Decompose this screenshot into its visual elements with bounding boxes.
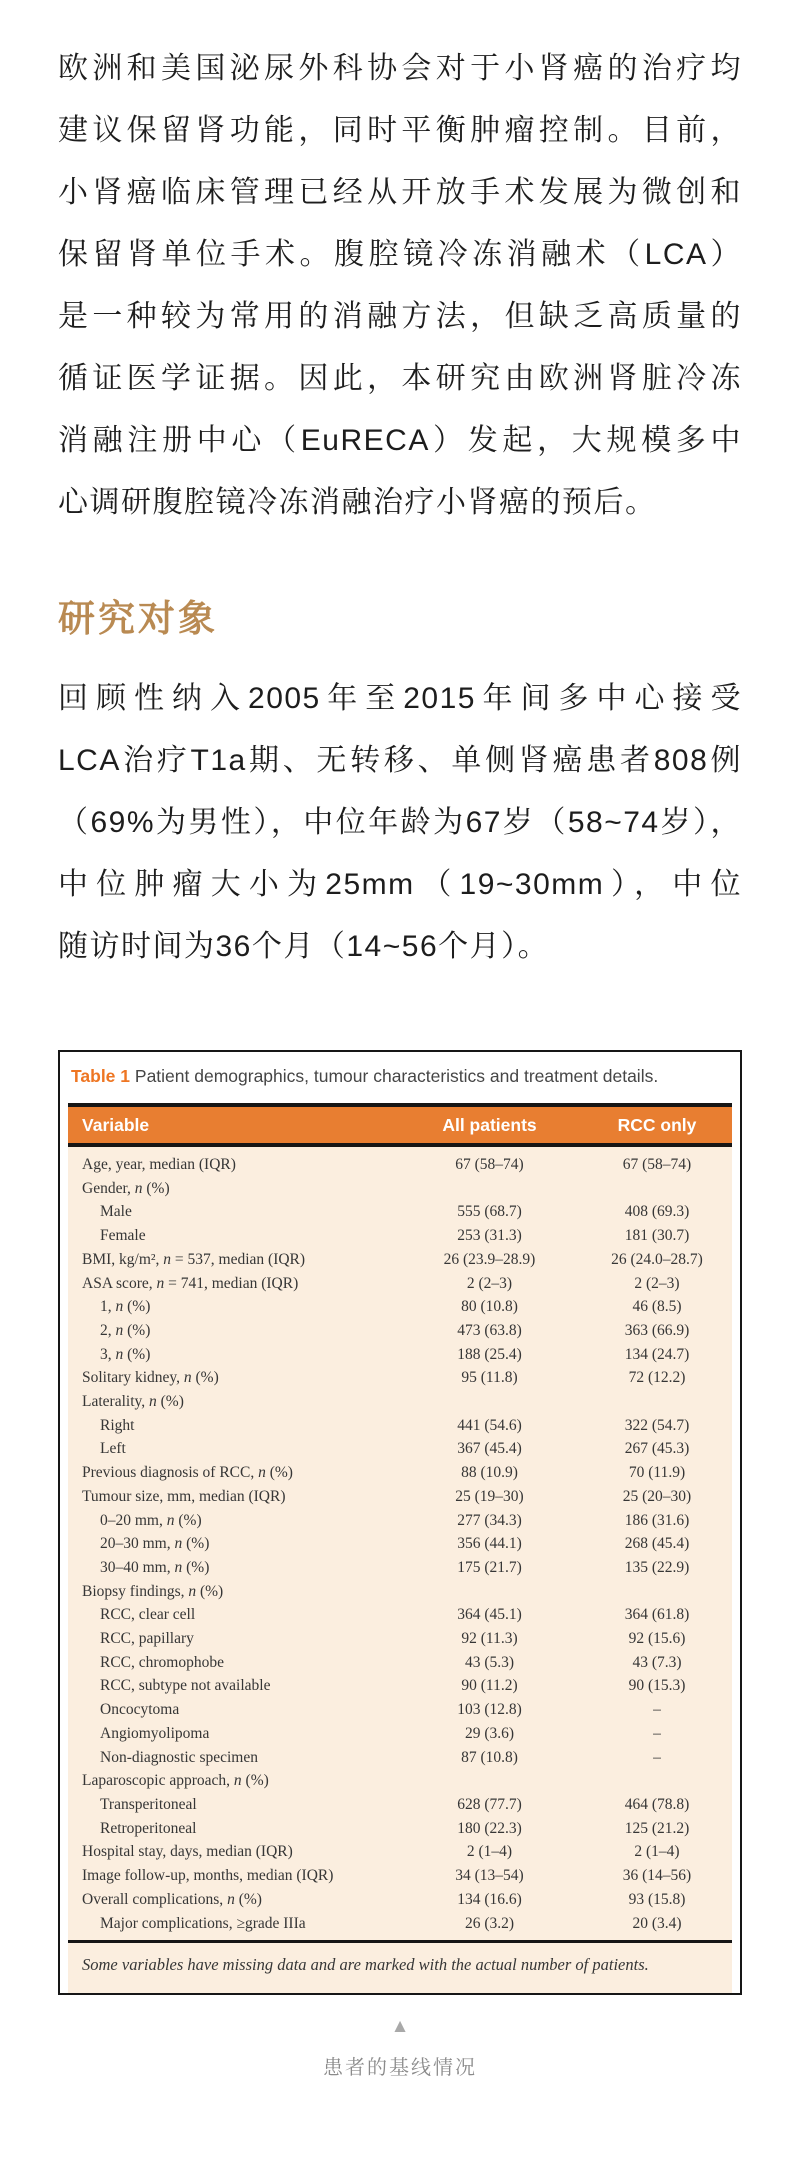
row-rcc-only-value: 20 (3.4) xyxy=(632,1914,682,1932)
row-all-patients-value: 277 (34.3) xyxy=(457,1511,522,1529)
table-row xyxy=(68,1746,732,1770)
text-line: 消融注册中心（EuRECA）发起，大规模多中 xyxy=(58,424,742,457)
row-rcc-only-value: 25 (20–30) xyxy=(622,1487,692,1505)
row-label: Image follow-up, months, median (IQR) xyxy=(82,1867,334,1885)
table-row xyxy=(68,1295,732,1319)
row-all-patients-value xyxy=(397,1390,582,1414)
table-row xyxy=(68,1366,732,1390)
table-caption-text: Patient demographics, tumour characteristics and treatment details. xyxy=(134,1066,659,1086)
row-label: 1, n (%) xyxy=(100,1298,151,1316)
table-row xyxy=(68,1864,732,1888)
table-row xyxy=(68,1769,732,1793)
table-caption-label: Table 1 xyxy=(71,1066,131,1086)
table-row xyxy=(68,1248,732,1272)
row-rcc-only-value: 363 (66.9) xyxy=(624,1321,690,1339)
journal-table xyxy=(68,1103,732,1993)
table-footnote: Some variables have missing data and are marked with the actual number of patients. xyxy=(68,1940,732,1993)
row-all-patients-value: 134 (16.6) xyxy=(457,1890,522,1908)
row-rcc-only-value: 67 (58–74) xyxy=(622,1156,692,1173)
table-row xyxy=(68,1509,732,1533)
table-body xyxy=(68,1147,732,1940)
row-label: Biopsy findings, n (%) xyxy=(82,1582,224,1600)
row-all-patients-value: 87 (10.8) xyxy=(461,1748,518,1766)
row-label: Left xyxy=(100,1440,126,1458)
row-label: 3, n (%) xyxy=(100,1345,151,1363)
row-all-patients-value: 103 (12.8) xyxy=(457,1701,522,1719)
figure-caption: 患者的基线情况 xyxy=(323,2057,477,2080)
row-label: BMI, kg/m², n = 537, median (IQR) xyxy=(82,1250,306,1268)
row-rcc-only-value xyxy=(582,1769,732,1793)
table-row xyxy=(68,1888,732,1912)
text-line: LCA治疗T1a期、无转移、单侧肾癌患者808例 xyxy=(58,744,742,777)
row-rcc-only-value: – xyxy=(653,1701,661,1719)
row-all-patients-value: 473 (63.8) xyxy=(457,1321,522,1339)
table-row xyxy=(68,1722,732,1746)
table-row xyxy=(68,1674,732,1698)
row-label: Laterality, n (%) xyxy=(82,1393,184,1411)
row-all-patients-value: 80 (10.8) xyxy=(461,1298,518,1316)
row-label: Gender, n (%) xyxy=(82,1179,170,1197)
row-label: Age, year, median (IQR) xyxy=(82,1156,236,1173)
text-line: （69%为男性），中位年龄为67岁（58~74岁）， xyxy=(58,806,742,839)
table-row xyxy=(68,1461,732,1485)
row-rcc-only-value: 93 (15.8) xyxy=(628,1890,686,1908)
row-rcc-only-value: 2 (2–3) xyxy=(634,1274,680,1292)
row-all-patients-value: 29 (3.6) xyxy=(464,1724,515,1742)
table-row xyxy=(68,1817,732,1841)
table-row xyxy=(68,1532,732,1556)
row-all-patients-value: 356 (44.1) xyxy=(457,1535,522,1553)
table-row xyxy=(68,1319,732,1343)
table-row xyxy=(68,1840,732,1864)
row-label: RCC, clear cell xyxy=(100,1606,196,1624)
table-row xyxy=(68,1698,732,1722)
row-label: ASA score, n = 741, median (IQR) xyxy=(82,1274,299,1292)
table-row xyxy=(68,1272,732,1296)
text-line: 建议保留肾功能，同时平衡肿瘤控制。目前， xyxy=(58,114,742,147)
row-rcc-only-value: 46 (8.5) xyxy=(632,1298,682,1316)
table-row xyxy=(68,1627,732,1651)
row-all-patients-value: 555 (68.7) xyxy=(457,1203,522,1221)
row-rcc-only-value xyxy=(582,1580,732,1604)
row-label: 20–30 mm, n (%) xyxy=(100,1535,210,1553)
row-rcc-only-value xyxy=(582,1390,732,1414)
row-label: RCC, papillary xyxy=(100,1630,194,1648)
table-row xyxy=(68,1651,732,1675)
text-line: 中位肿瘤大小为25mm（19~30mm），中位 xyxy=(58,868,742,901)
row-label: Hospital stay, days, median (IQR) xyxy=(82,1843,293,1861)
table-row xyxy=(68,1224,732,1248)
table-row xyxy=(68,1343,732,1367)
row-all-patients-value: 628 (77.7) xyxy=(457,1795,522,1813)
row-label: Previous diagnosis of RCC, n (%) xyxy=(82,1464,293,1482)
text-line: 回顾性纳入2005年至2015年间多中心接受 xyxy=(58,682,742,715)
row-label: RCC, chromophobe xyxy=(100,1653,224,1671)
table-row xyxy=(68,1177,732,1201)
methods-paragraph xyxy=(58,668,742,978)
col-header-rcc-only: RCC only xyxy=(617,1114,697,1135)
row-label: 0–20 mm, n (%) xyxy=(100,1511,202,1529)
row-rcc-only-value: 267 (45.3) xyxy=(624,1440,690,1458)
text-line: 循证医学证据。因此，本研究由欧洲肾脏冷冻 xyxy=(58,362,742,395)
row-rcc-only-value: 408 (69.3) xyxy=(624,1203,690,1221)
row-all-patients-value: 90 (11.2) xyxy=(461,1677,518,1695)
row-all-patients-value xyxy=(397,1177,582,1201)
row-all-patients-value: 2 (1–4) xyxy=(466,1843,513,1861)
row-all-patients-value: 441 (54.6) xyxy=(457,1416,522,1434)
row-label: RCC, subtype not available xyxy=(100,1677,271,1695)
row-label: Right xyxy=(100,1416,135,1434)
row-all-patients-value: 25 (19–30) xyxy=(455,1487,524,1505)
table-row xyxy=(68,1556,732,1580)
row-label: Angiomyolipoma xyxy=(100,1724,210,1742)
row-rcc-only-value: 26 (24.0–28.7) xyxy=(611,1250,703,1268)
row-rcc-only-value: 70 (11.9) xyxy=(628,1464,686,1482)
row-label: Male xyxy=(100,1203,132,1221)
row-all-patients-value: 26 (23.9–28.9) xyxy=(443,1250,536,1268)
text-line: 心调研腹腔镜冷冻消融治疗小肾癌的预后。 xyxy=(58,486,657,519)
row-all-patients-value: 95 (11.8) xyxy=(461,1369,518,1387)
row-label: 2, n (%) xyxy=(100,1321,151,1339)
row-rcc-only-value: 322 (54.7) xyxy=(624,1416,690,1434)
table-row xyxy=(68,1793,732,1817)
row-all-patients-value: 188 (25.4) xyxy=(457,1345,522,1363)
row-label: Non-diagnostic specimen xyxy=(100,1748,258,1766)
row-rcc-only-value: – xyxy=(653,1724,661,1742)
table-caption xyxy=(68,1060,732,1097)
row-rcc-only-value: 125 (21.2) xyxy=(624,1819,690,1837)
row-all-patients-value: 180 (22.3) xyxy=(457,1819,522,1837)
text-line: 是一种较为常用的消融方法，但缺乏高质量的 xyxy=(58,300,742,333)
row-label: 30–40 mm, n (%) xyxy=(100,1558,210,1576)
row-rcc-only-value: – xyxy=(653,1748,661,1766)
row-rcc-only-value xyxy=(582,1177,732,1201)
table-row xyxy=(68,1414,732,1438)
row-all-patients-value: 175 (21.7) xyxy=(457,1558,522,1576)
row-all-patients-value: 2 (2–3) xyxy=(466,1274,513,1292)
row-all-patients-value: 253 (31.3) xyxy=(457,1227,522,1245)
row-label: Female xyxy=(100,1227,146,1245)
row-rcc-only-value: 134 (24.7) xyxy=(624,1345,690,1363)
row-rcc-only-value: 464 (78.8) xyxy=(624,1795,690,1813)
row-label: Laparoscopic approach, n (%) xyxy=(82,1772,269,1790)
row-rcc-only-value: 92 (15.6) xyxy=(628,1630,686,1648)
row-rcc-only-value: 364 (61.8) xyxy=(624,1606,690,1624)
table1-figure xyxy=(58,1050,742,1995)
text-line: 保留肾单位手术。腹腔镜冷冻消融术（LCA） xyxy=(58,238,742,271)
row-all-patients-value xyxy=(397,1769,582,1793)
table-row xyxy=(68,1603,732,1627)
row-rcc-only-value: 186 (31.6) xyxy=(624,1511,690,1529)
row-rcc-only-value: 181 (30.7) xyxy=(624,1227,690,1245)
row-label: Major complications, ≥grade IIIa xyxy=(100,1914,306,1932)
row-all-patients-value xyxy=(397,1580,582,1604)
row-rcc-only-value: 268 (45.4) xyxy=(624,1535,690,1553)
row-all-patients-value: 26 (3.2) xyxy=(464,1914,515,1932)
row-label: Transperitoneal xyxy=(100,1795,197,1813)
up-triangle-icon: ▲ xyxy=(390,2016,410,2038)
row-rcc-only-value: 43 (7.3) xyxy=(632,1653,682,1671)
row-all-patients-value: 364 (45.1) xyxy=(457,1606,522,1624)
col-header-variable: Variable xyxy=(82,1114,150,1135)
row-label: Tumour size, mm, median (IQR) xyxy=(82,1487,286,1505)
row-all-patients-value: 367 (45.4) xyxy=(457,1440,522,1458)
table-row xyxy=(68,1200,732,1224)
row-rcc-only-value: 36 (14–56) xyxy=(622,1867,692,1885)
table-row xyxy=(68,1580,732,1604)
row-label: Solitary kidney, n (%) xyxy=(82,1369,219,1387)
text-line: 欧洲和美国泌尿外科协会对于小肾癌的治疗均 xyxy=(58,52,742,85)
row-label: Overall complications, n (%) xyxy=(82,1890,262,1908)
text-line: 小肾癌临床管理已经从开放手术发展为微创和 xyxy=(58,176,742,209)
table-row xyxy=(68,1485,732,1509)
row-all-patients-value: 92 (11.3) xyxy=(461,1630,518,1648)
row-rcc-only-value: 2 (1–4) xyxy=(634,1843,680,1861)
row-rcc-only-value: 135 (22.9) xyxy=(624,1558,690,1576)
table-row xyxy=(68,1153,732,1177)
figure-nav xyxy=(0,1995,800,2110)
section-heading: 研究对象 xyxy=(58,599,218,640)
col-header-all-patients: All patients xyxy=(442,1114,537,1135)
row-label: Retroperitoneal xyxy=(100,1819,197,1837)
text-line: 随访时间为36个月（14~56个月）。 xyxy=(58,930,550,963)
row-all-patients-value: 88 (10.9) xyxy=(461,1464,518,1482)
table-row xyxy=(68,1437,732,1461)
table-row xyxy=(68,1390,732,1414)
row-rcc-only-value: 72 (12.2) xyxy=(628,1369,686,1387)
table-header-row xyxy=(68,1103,732,1147)
row-all-patients-value: 67 (58–74) xyxy=(455,1156,524,1173)
row-label: Oncocytoma xyxy=(100,1701,180,1719)
row-all-patients-value: 43 (5.3) xyxy=(464,1653,515,1671)
table-row xyxy=(68,1912,732,1936)
row-all-patients-value: 34 (13–54) xyxy=(455,1867,524,1885)
row-rcc-only-value: 90 (15.3) xyxy=(628,1677,686,1695)
intro-paragraph xyxy=(58,38,742,534)
